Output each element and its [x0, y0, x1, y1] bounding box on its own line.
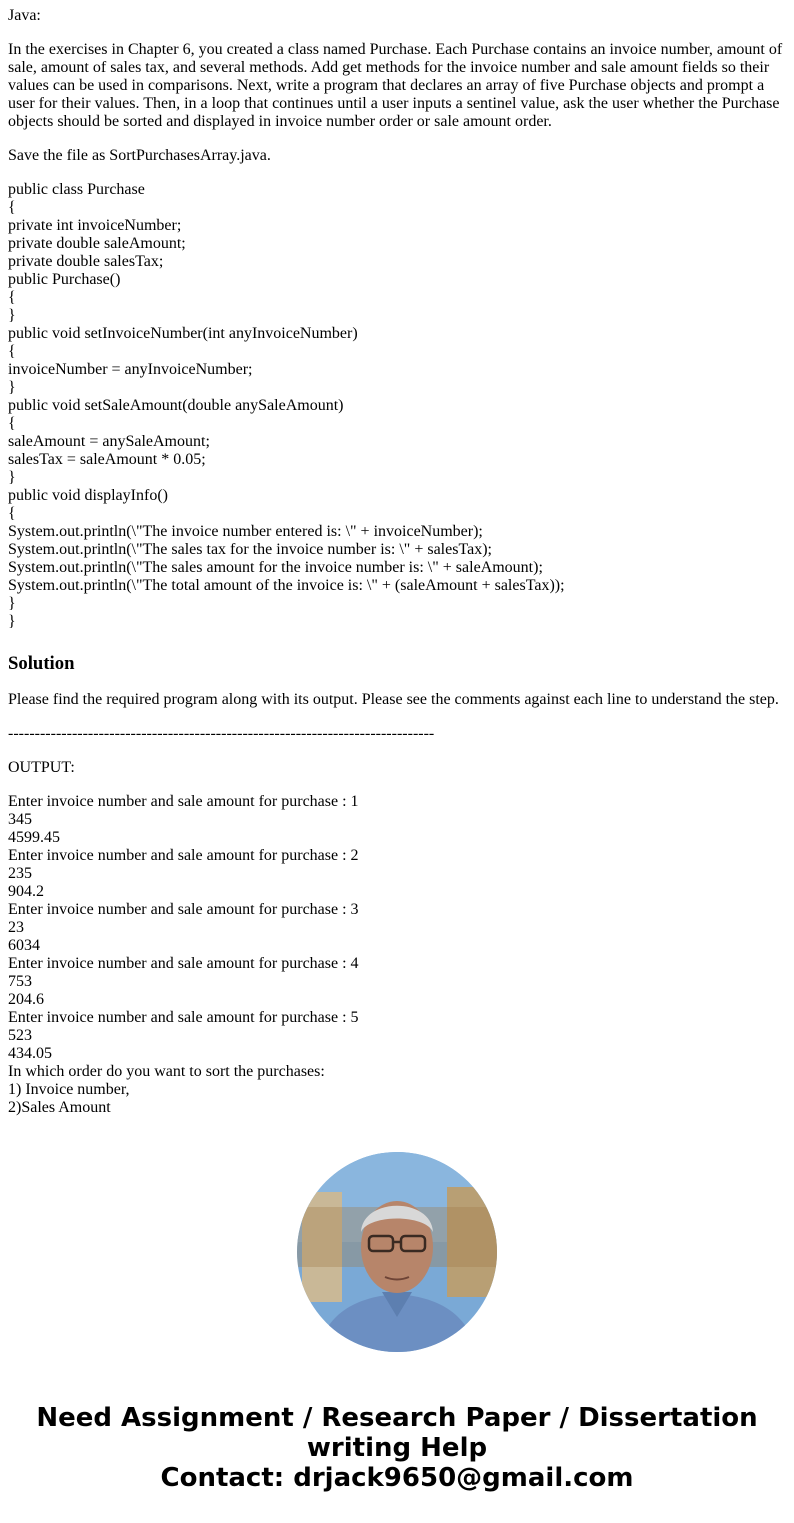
output-line: 235 — [8, 865, 32, 882]
output-line: Enter invoice number and sale amount for purchase : 5 — [8, 1009, 359, 1026]
code-line: private int invoiceNumber; — [8, 217, 182, 234]
code-line: } — [8, 469, 16, 486]
output-line: Enter invoice number and sale amount for purchase : 1 — [8, 793, 359, 810]
code-line: { — [8, 289, 16, 306]
code-line: { — [8, 415, 16, 432]
solution-title: Solution — [8, 653, 75, 674]
code-line: saleAmount = anySaleAmount; — [8, 433, 210, 450]
code-line: } — [8, 379, 16, 396]
code-line: } — [8, 595, 16, 612]
code-line: System.out.println(\"The total amount of the invoice is: \" + (saleAmount + salesTax)); — [8, 577, 565, 594]
output-line: 2)Sales Amount — [8, 1099, 111, 1116]
output-line: Enter invoice number and sale amount for purchase : 2 — [8, 847, 359, 864]
code-line: invoiceNumber = anyInvoiceNumber; — [8, 361, 253, 378]
ad-line-2: writing Help — [306, 1433, 488, 1463]
output-line: 345 — [8, 811, 32, 828]
code-line: private double salesTax; — [8, 253, 164, 270]
output-label: OUTPUT: — [8, 759, 75, 776]
code-line: salesTax = saleAmount * 0.05; — [8, 451, 206, 468]
output-line: Enter invoice number and sale amount for purchase : 4 — [8, 955, 359, 972]
code-line: private double saleAmount; — [8, 235, 186, 252]
ad-line-1: Need Assignment / Research Paper / Dissertation — [36, 1403, 758, 1433]
output-line: In which order do you want to sort the purchases: — [8, 1063, 325, 1080]
output-line: 23 — [8, 919, 24, 936]
code-line: public void displayInfo() — [8, 487, 168, 504]
code-line: } — [8, 307, 16, 324]
separator: -------------------------------------------------------------------------------- — [8, 725, 435, 742]
code-line: public void setInvoiceNumber(int anyInvoiceNumber) — [8, 325, 358, 342]
output-line: 6034 — [8, 937, 40, 954]
author-photo-image — [297, 1152, 497, 1352]
code-line: System.out.println(\"The sales tax for the invoice number is: \" + salesTax); — [8, 541, 492, 558]
question-heading: Java: — [8, 7, 41, 24]
save-note: Save the file as SortPurchasesArray.java. — [8, 147, 271, 164]
code-line: System.out.println(\"The sales amount for the invoice number is: \" + saleAmount); — [8, 559, 543, 576]
code-line: { — [8, 505, 16, 522]
code-line: public Purchase() — [8, 271, 121, 288]
output-line: 523 — [8, 1027, 32, 1044]
output-line: Enter invoice number and sale amount for purchase : 3 — [8, 901, 359, 918]
solution-intro: Please find the required program along with its output. Please see the comments against each line to understand the step. — [8, 691, 779, 708]
output-block — [8, 793, 786, 1117]
code-line: { — [8, 343, 16, 360]
question-body: In the exercises in Chapter 6, you created a class named Purchase. Each Purchase contains an invoice number, amount of sale, amount of sales tax, and several methods. Add get methods for the invoice number and sale amount fields so their values can be used in comparisons. Next, write a program that declares an array of five Purchase objects and prompt a user for their values. Then, in a loop that continues until a user inputs a sentinel value, ask the user whether the Purchase objects should be sorted and displayed in invoice number order or sale amount order. — [8, 41, 783, 130]
code-line: System.out.println(\"The invoice number entered is: \" + invoiceNumber); — [8, 523, 483, 540]
ad-contact[interactable]: Contact: drjack9650@gmail.com — [160, 1463, 634, 1493]
code-line: public void setSaleAmount(double anySaleAmount) — [8, 397, 344, 414]
code-line: } — [8, 613, 16, 630]
output-line: 904.2 — [8, 883, 44, 900]
output-line: 4599.45 — [8, 829, 60, 846]
output-line: 434.05 — [8, 1045, 52, 1062]
advertisement-banner — [0, 1403, 794, 1493]
output-line: 1) Invoice number, — [8, 1081, 130, 1098]
author-photo — [297, 1152, 497, 1352]
output-line: 753 — [8, 973, 32, 990]
code-block — [8, 181, 786, 631]
output-line: 204.6 — [8, 991, 44, 1008]
code-line: { — [8, 199, 16, 216]
code-line: public class Purchase — [8, 181, 145, 198]
document-content — [8, 0, 786, 1117]
